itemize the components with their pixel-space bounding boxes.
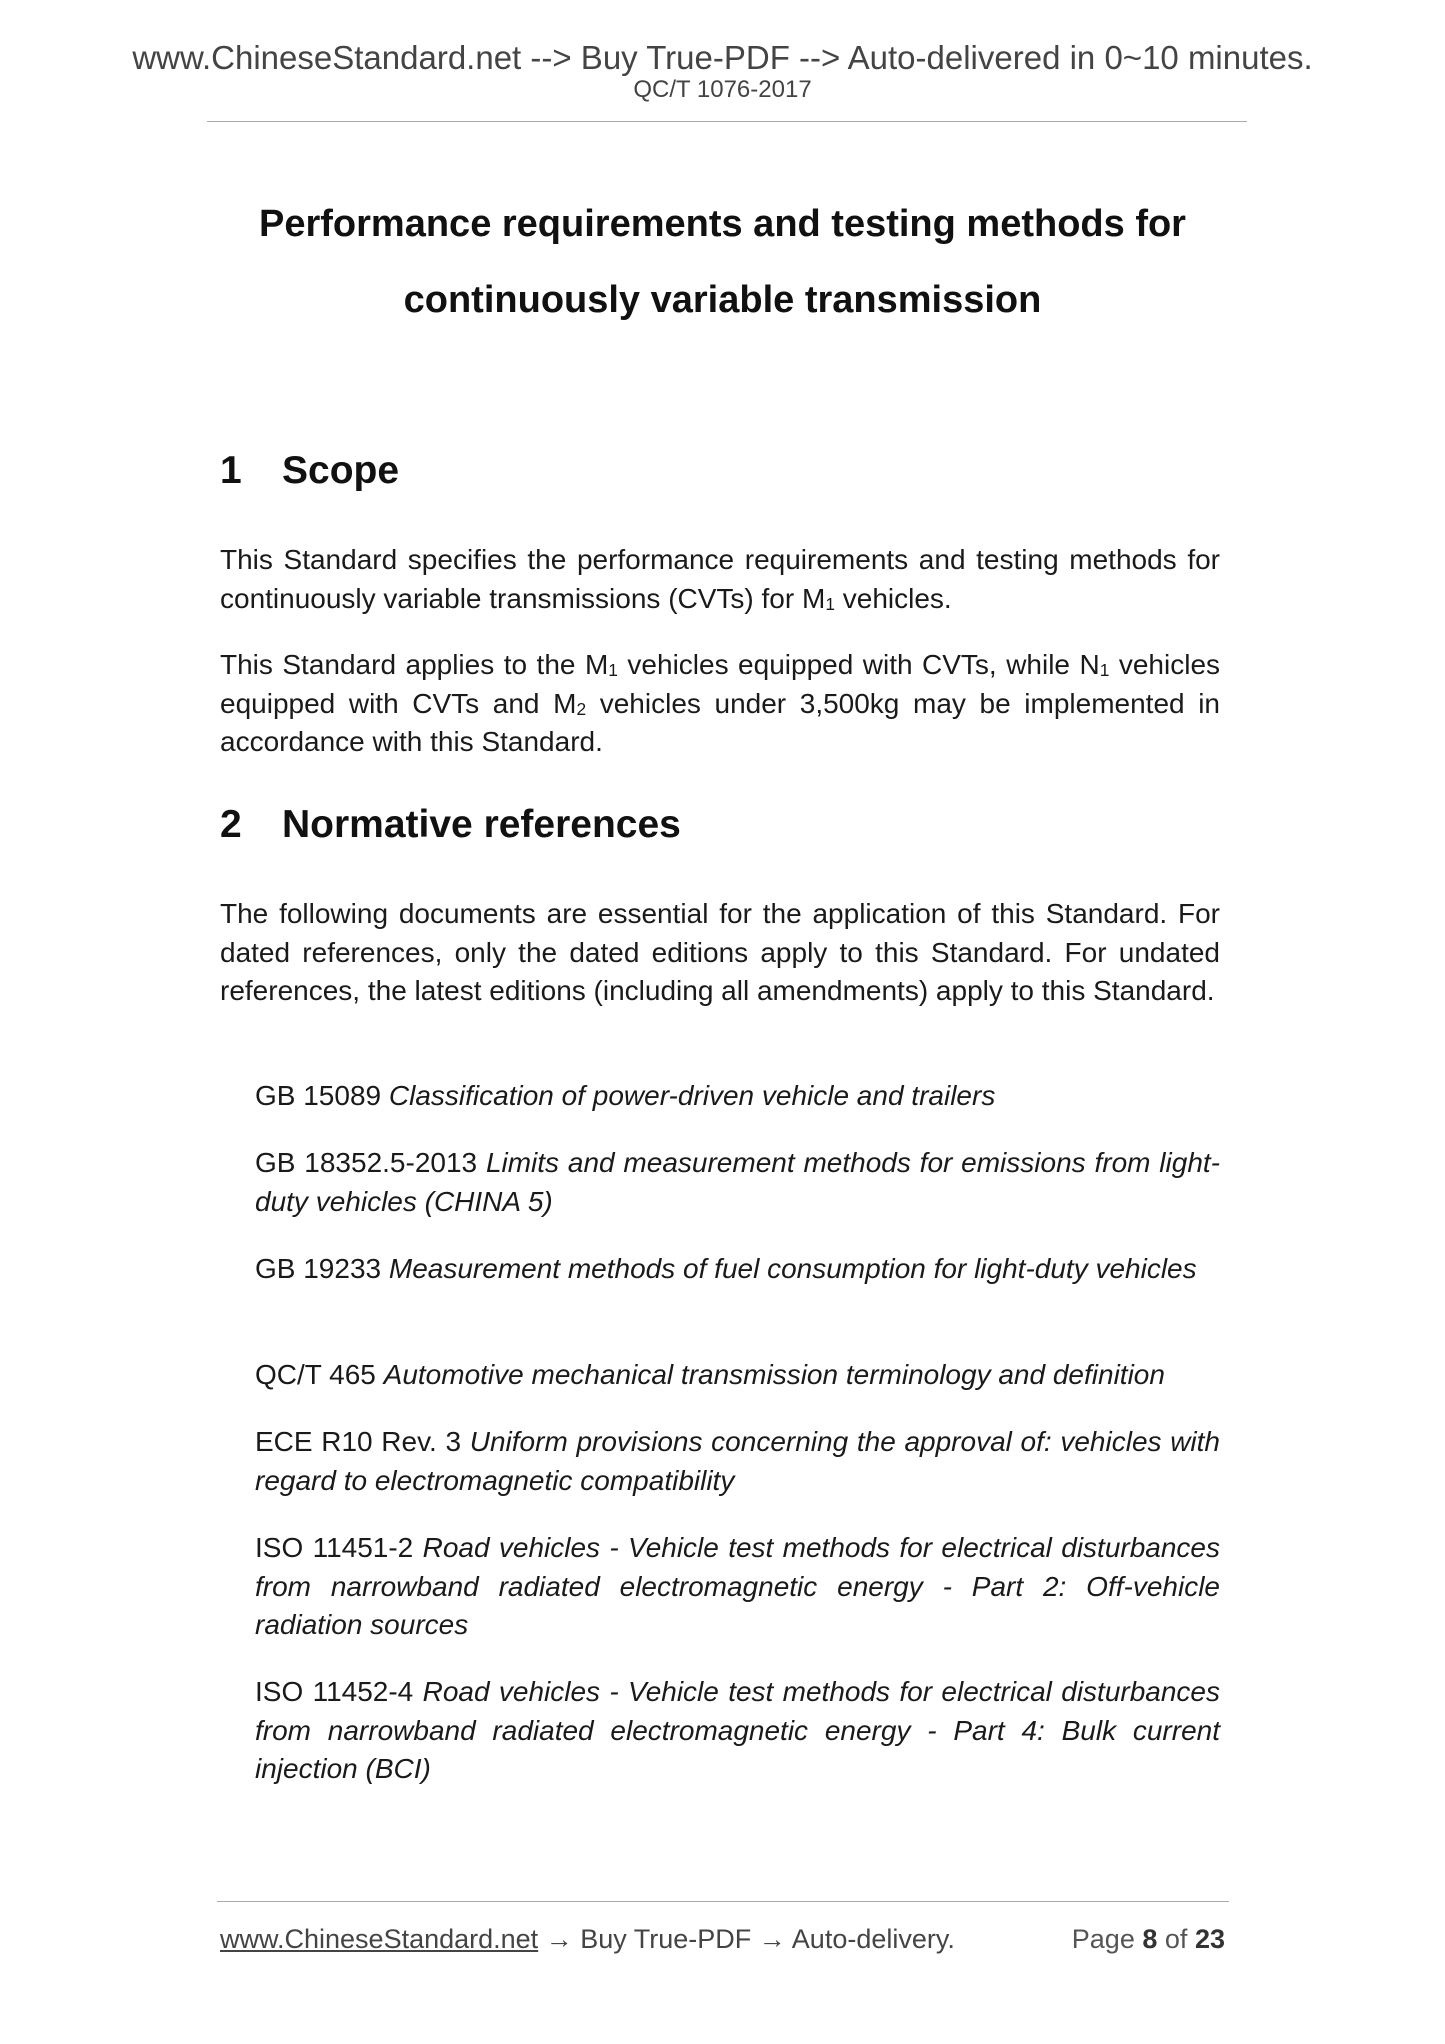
reference-item: [255, 1144, 1220, 1221]
reference-code: ISO 11451-2: [255, 1532, 414, 1563]
subscript: 1: [1099, 660, 1110, 681]
reference-title: Uniform provisions concerning the approval of: vehicles with regard to electromagnetic compatibility: [255, 1426, 1220, 1496]
reference-code: GB 15089: [255, 1080, 382, 1111]
section-1-heading: [220, 449, 399, 493]
footer-delivery-text: Auto-delivery.: [791, 1924, 955, 1954]
reference-item: [255, 1356, 1220, 1395]
header-banner: www.ChineseStandard.net --> Buy True-PDF --> Auto-delivered in 0~10 minutes.: [132, 39, 1313, 76]
text-run: vehicles.: [834, 582, 952, 614]
reference-title: Classification of power-driven vehicle and trailers: [388, 1080, 996, 1111]
reference-title: Automotive mechanical transmission terminology and definition: [383, 1359, 1165, 1390]
reference-code: ECE R10 Rev. 3: [255, 1426, 462, 1457]
text-run: vehicles equipped with CVTs, while N: [617, 649, 1100, 680]
footer-divider: [217, 1901, 1229, 1902]
reference-code: QC/T 465: [255, 1359, 376, 1390]
reference-title: Road vehicles - Vehicle test methods for electrical disturbances from narrowband radiated electromagnetic energy - Part 4: Bulk current injection (BCI): [255, 1676, 1220, 1784]
text-run: This Standard applies to the M: [220, 649, 609, 680]
reference-code: GB 19233: [255, 1253, 382, 1284]
footer-buy-text: Buy True-PDF: [580, 1924, 752, 1954]
reference-item: [255, 1250, 1220, 1289]
subscript: 1: [825, 593, 835, 614]
section-2-heading: [220, 803, 681, 847]
reference-code: ISO 11452-4: [255, 1676, 414, 1707]
reference-code: GB 18352.5-2013: [255, 1147, 478, 1178]
scope-paragraph-2: [220, 646, 1220, 762]
reference-item: [255, 1077, 1220, 1116]
page-label: Page: [1071, 1924, 1135, 1954]
text-run: vehicles equipped with CVTs and M: [220, 649, 1221, 719]
page-of: of: [1164, 1924, 1188, 1954]
references-intro: The following documents are essential for the application of this Standard. For dated references, only the dated editions apply to this Standard. For undated references, the latest editions (including all amendments) apply to this Standard.: [220, 898, 1220, 1006]
standard-code: QC/T 1076-2017: [633, 76, 812, 103]
section-title: Normative references: [282, 803, 681, 846]
header-divider: [207, 121, 1247, 122]
document-title: [150, 186, 1295, 338]
reference-title: Limits and measurement methods for emissions from light-duty vehicles (CHINA 5): [255, 1147, 1220, 1217]
arrow-icon: →: [545, 1924, 573, 1954]
reference-item: [255, 1673, 1220, 1789]
page-number: [1000, 1924, 1225, 1955]
total-pages: 23: [1194, 1924, 1225, 1954]
text-run: vehicles under 3,500kg may be implemented in accordance with this Standard.: [220, 687, 1220, 757]
section-title: Scope: [282, 449, 400, 492]
reference-title: Road vehicles - Vehicle test methods for electrical disturbances from narrowband radiated electromagnetic energy - Part 2: Off-vehicle radiation sources: [255, 1532, 1220, 1640]
reference-item: [255, 1529, 1220, 1645]
footer-site-link[interactable]: www.ChineseStandard.net: [220, 1924, 539, 1954]
scope-paragraph-1: [220, 541, 1220, 618]
section-number: 1: [220, 449, 242, 492]
current-page: 8: [1142, 1924, 1158, 1954]
title-line-1: Performance requirements and testing methods for: [259, 203, 1186, 245]
reference-title: Measurement methods of fuel consumption for light-duty vehicles: [388, 1253, 1197, 1284]
title-line-2: continuously variable transmission: [403, 279, 1042, 321]
section-number: 2: [220, 803, 242, 846]
text-run: This Standard specifies the performance requirements and testing methods for continuously variable transmissions (CVTs) for M: [220, 544, 1220, 614]
subscript: 1: [608, 660, 618, 681]
subscript: 2: [576, 698, 587, 719]
reference-item: [255, 1423, 1220, 1500]
footer-promo: [220, 1924, 955, 1955]
arrow-icon: →: [758, 1924, 786, 1954]
